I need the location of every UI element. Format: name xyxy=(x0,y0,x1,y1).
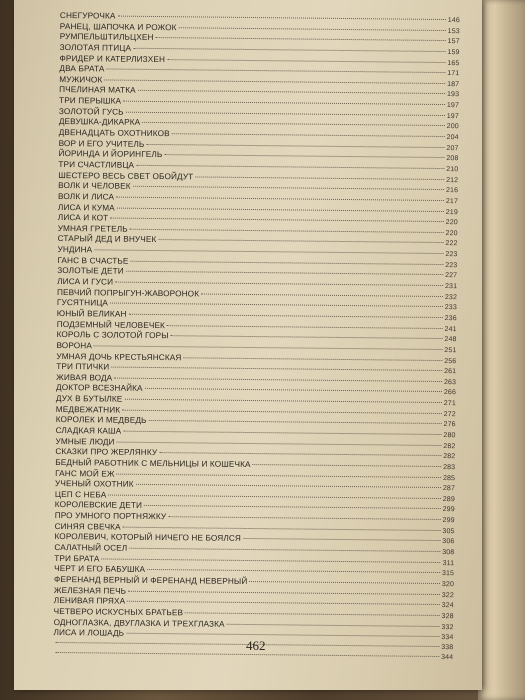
toc-entry-title: ЛИСА И ЛОШАДЬ xyxy=(53,628,125,638)
dot-leader xyxy=(126,271,443,275)
dot-leader xyxy=(167,59,445,63)
dot-leader xyxy=(147,569,440,573)
toc-entry-page: 223 xyxy=(445,261,458,269)
dot-leader xyxy=(179,27,446,31)
toc-entry-page: 282 xyxy=(443,453,456,461)
book-cover-edge xyxy=(478,0,525,700)
dot-leader xyxy=(122,409,441,413)
toc-entry-title: ВОРОНА xyxy=(56,340,93,351)
toc-entry-title: ДЕВУШКА-ДИКАРКА xyxy=(58,117,141,128)
toc-entry-title: ЖЕЛЕЗНАЯ ПЕЧЬ xyxy=(53,585,127,596)
toc-entry-page: 159 xyxy=(447,48,460,57)
toc-entry-title: ПОДЗЕМНЫЙ ЧЕЛОВЕЧЕК xyxy=(56,319,166,330)
toc-entry-page: 283 xyxy=(443,463,456,472)
dot-leader xyxy=(114,377,442,381)
dot-leader xyxy=(249,581,440,584)
toc-entry-title: МУЖИЧОК xyxy=(59,74,103,85)
toc-entry-title: ГАНС МОЙ ЕЖ xyxy=(55,468,115,479)
toc-entry-page: 193 xyxy=(446,91,460,99)
toc-entry-page: 299 xyxy=(442,517,455,525)
toc-entry-page: 285 xyxy=(442,474,456,482)
dot-leader xyxy=(94,249,443,254)
dot-leader xyxy=(185,612,439,616)
dot-leader xyxy=(156,37,446,41)
dot-leader xyxy=(110,218,443,222)
dot-leader xyxy=(131,260,444,264)
toc-entry-title: ЗОЛОТАЯ ПТИЦА xyxy=(59,42,132,53)
toc-entry-page: 328 xyxy=(441,612,454,621)
toc-entry-title: СИНЯЯ СВЕЧКА xyxy=(54,521,121,532)
toc-entry-title: ФРИДЕР И КАТЕРЛИЗХЕН xyxy=(59,53,166,64)
toc-entry-page: 157 xyxy=(447,38,460,46)
toc-entry-page: 261 xyxy=(444,368,457,376)
toc-entry-title: КОРОЛЕК И МЕДВЕДЬ xyxy=(55,415,147,426)
dot-leader xyxy=(126,111,445,115)
toc-entry-page: 315 xyxy=(441,570,455,578)
toc-entry-title: РАНЕЦ, ШАПОЧКА И РОЖОК xyxy=(59,21,177,32)
toc-entry-title: ТРИ ПТИЧКИ xyxy=(56,362,110,372)
toc-entry-page: 272 xyxy=(443,410,456,418)
toc-entry-title: УМНАЯ ГРЕТЕЛЬ xyxy=(57,223,128,234)
page-number: 462 xyxy=(246,638,266,653)
toc-entry-page: 208 xyxy=(446,155,459,163)
toc-entry-title: ШЕСТЕРО ВЕСЬ СВЕТ ОБОЙДУТ xyxy=(58,170,194,182)
dot-leader xyxy=(118,16,446,20)
dot-leader xyxy=(164,154,444,158)
toc-entry-page: 338 xyxy=(441,643,454,651)
toc-entry-title: УНДИНА xyxy=(57,245,93,255)
dot-leader xyxy=(158,239,443,243)
dot-leader xyxy=(133,186,444,190)
dot-leader xyxy=(201,293,443,297)
dot-leader xyxy=(127,601,439,605)
toc-entry-page: 197 xyxy=(446,112,459,120)
dot-leader xyxy=(123,526,441,530)
toc-entry-title: РУМПЕЛЬШТИЛЬЦХЕН xyxy=(59,32,154,43)
dot-leader xyxy=(126,633,439,637)
toc-entry-title: ЛИСА И ГУСИ xyxy=(57,277,114,287)
toc-entry-page: 220 xyxy=(445,219,458,227)
toc-entry-page: 282 xyxy=(443,442,456,450)
dot-leader xyxy=(94,345,442,350)
toc-entry-title: УЧЕНЫЙ ОХОТНИК xyxy=(55,479,134,489)
toc-entry-title: ВОР И ЕГО УЧИТЕЛЬ xyxy=(58,138,145,149)
dot-leader xyxy=(136,484,441,488)
toc-entry-page: 187 xyxy=(447,80,460,89)
toc-entry-page: 200 xyxy=(446,123,459,131)
dot-leader xyxy=(136,165,444,169)
dot-leader xyxy=(159,452,441,456)
dot-leader xyxy=(111,367,442,371)
toc-entry-page: 276 xyxy=(443,421,456,429)
dot-leader xyxy=(133,48,445,52)
toc-entry-page: 212 xyxy=(446,176,459,184)
dot-leader xyxy=(167,325,443,329)
dot-leader xyxy=(116,196,444,200)
toc-entry-page: 231 xyxy=(444,283,458,291)
toc-entry-title: СНЕГУРОЧКА xyxy=(59,11,116,21)
toc-entry-title: ДВА БРАТА xyxy=(59,64,105,74)
toc-entry-page: 197 xyxy=(446,102,460,110)
dot-leader xyxy=(117,207,444,211)
toc-entry-title: ЛИСА И КОТ xyxy=(57,213,109,223)
toc-entry-page: 289 xyxy=(442,495,455,503)
toc-entry-page: 266 xyxy=(443,389,457,397)
toc-entry-title: ПРО УМНОГО ПОРТНЯЖКУ xyxy=(54,511,167,522)
toc-entry-title: СЛАДКАЯ КАША xyxy=(55,425,122,436)
toc-entry-page: 334 xyxy=(441,634,454,642)
dot-leader xyxy=(144,505,441,509)
toc-entry-title: ВОЛК И ЛИСА xyxy=(58,191,115,202)
toc-entry-page: 233 xyxy=(444,304,457,312)
dot-leader xyxy=(227,623,440,626)
toc-entry-page: 232 xyxy=(444,293,458,301)
toc-entry-title: ЮНЫЙ ВЕЛИКАН xyxy=(56,308,127,319)
dot-leader xyxy=(253,464,441,467)
dot-leader xyxy=(146,144,444,148)
toc-entry-page: 236 xyxy=(444,314,457,323)
toc-entry-title: ОДНОГЛАЗКА, ДВУГЛАЗКА И ТРЕХГЛАЗКА xyxy=(53,617,225,629)
toc-entry-page: 271 xyxy=(443,400,456,408)
dot-leader xyxy=(195,176,444,180)
toc-entry-page: 220 xyxy=(445,229,458,237)
toc-entry-page: 227 xyxy=(445,272,458,280)
book-page xyxy=(14,0,482,690)
toc-entry-page: 332 xyxy=(441,623,454,631)
toc-entry-title: ТРИ БРАТА xyxy=(54,553,100,564)
dot-leader xyxy=(104,79,445,84)
toc-entry-title: САЛАТНЫЙ ОСЕЛ xyxy=(54,543,128,553)
dot-leader xyxy=(129,548,440,552)
toc-entry-page: 320 xyxy=(441,580,455,589)
dot-leader xyxy=(168,516,440,520)
dot-leader xyxy=(108,494,440,498)
toc-entry-page: 171 xyxy=(447,70,460,78)
dot-leader xyxy=(149,420,442,424)
toc-entry-page: 241 xyxy=(444,325,457,333)
toc-entry-title: ДОКТОР ВСЕЗНАЙКА xyxy=(56,383,143,394)
toc-entry-page: 308 xyxy=(442,549,455,557)
toc-entry-page: 322 xyxy=(441,591,454,599)
dot-leader xyxy=(123,101,445,105)
toc-entry-page: 305 xyxy=(442,527,455,535)
toc-entry-page: 207 xyxy=(446,144,459,152)
toc-entry-page: 223 xyxy=(445,251,458,259)
toc-entry-page: 287 xyxy=(442,485,456,493)
dot-leader xyxy=(128,590,440,594)
toc-entry-page: 344 xyxy=(441,654,454,662)
toc-entry-title: УМНЫЕ ЛЮДИ xyxy=(55,436,115,447)
toc-entry-page: 251 xyxy=(444,346,457,355)
dot-leader xyxy=(110,303,443,307)
toc-entry-title: БЕДНЫЙ РАБОТНИК С МЕЛЬНИЦЫ И КОШЕЧКА xyxy=(55,457,251,469)
toc-entry-title: ВОЛК И ЧЕЛОВЕК xyxy=(58,181,131,191)
dot-leader xyxy=(102,558,441,563)
toc-entry-title: СКАЗКИ ПРО ЖЕРЛЯНКУ xyxy=(55,447,158,458)
dot-leader xyxy=(138,90,445,94)
toc-entry-title: ГАНС В СЧАСТЬЕ xyxy=(57,255,129,266)
toc-entry-page: 165 xyxy=(447,59,460,67)
table-of-contents xyxy=(53,11,460,664)
toc-entry-title: ЦЕП С НЕБА xyxy=(54,489,107,500)
dot-leader xyxy=(107,69,446,74)
dot-leader xyxy=(171,335,443,339)
toc-entry-title: ЗОЛОТЫЕ ДЕТИ xyxy=(57,266,124,277)
toc-entry-title: ЛЕНИВАЯ ПРЯХА xyxy=(53,596,126,606)
dot-leader xyxy=(183,357,442,361)
toc-entry-page: 204 xyxy=(446,134,459,142)
toc-entry-title: ЖИВАЯ ВОДА xyxy=(56,372,113,383)
toc-entry-page: 248 xyxy=(444,336,457,344)
toc-entry-title: ЧЕТВЕРО ИСКУСНЫХ БРАТЬЕВ xyxy=(53,606,184,618)
dot-leader xyxy=(115,282,443,286)
toc-entry-title: ФЕРЕНАНД ВЕРНЫЙ И ФЕРЕНАНД НЕВЕРНЫЙ xyxy=(54,574,248,586)
toc-entry-page: 217 xyxy=(445,197,459,206)
toc-entry-title: ЙОРИНДА И ЙОРИНГЕЛЬ xyxy=(58,149,163,160)
toc-entry-title: МЕДВЕЖАТНИК xyxy=(55,404,121,415)
dot-leader xyxy=(243,538,440,541)
dot-leader xyxy=(142,122,444,126)
toc-entry-page: 219 xyxy=(445,208,458,216)
dot-leader xyxy=(124,399,441,403)
toc-entry-page: 311 xyxy=(442,559,455,567)
toc-entry-title: ЗОЛОТОЙ ГУСЬ xyxy=(58,106,124,117)
toc-entry-page: 222 xyxy=(445,240,458,248)
toc-entry-title: СТАРЫЙ ДЕД И ВНУЧЕК xyxy=(57,234,157,245)
toc-entry-page: 324 xyxy=(441,602,454,610)
toc-entry-page: 306 xyxy=(442,538,455,546)
dot-leader xyxy=(117,441,442,445)
dot-leader xyxy=(123,431,441,435)
toc-entry-title: ДВЕНАДЦАТЬ ОХОТНИКОВ xyxy=(58,128,170,139)
toc-entry-page: 256 xyxy=(444,357,457,365)
dot-leader xyxy=(145,388,442,392)
toc-entry-title: ЛИСА И КУМА xyxy=(57,202,115,213)
toc-entry-title: ДУХ В БУТЫЛКЕ xyxy=(55,394,123,404)
dot-leader xyxy=(130,229,444,233)
toc-entry-page: 153 xyxy=(447,27,460,35)
toc-entry-title: УМНАЯ ДОЧЬ КРЕСТЬЯНСКАЯ xyxy=(56,351,182,362)
toc-entry-title: КОРОЛЕВИЧ, КОТОРЫЙ НИЧЕГО НЕ БОЯЛСЯ xyxy=(54,532,242,544)
toc-entry-page: 216 xyxy=(445,187,459,195)
toc-entry-title: ГУСЯТНИЦА xyxy=(56,298,109,308)
toc-entry-title: ТРИ ПЕРЫШКА xyxy=(59,96,122,106)
toc-entry-page: 280 xyxy=(443,432,456,440)
toc-entry-page: 146 xyxy=(447,17,460,25)
toc-entry-title: ПЧЕЛИНАЯ МАТКА xyxy=(59,85,136,96)
dot-leader xyxy=(117,473,441,477)
toc-entry-title: ПЕВЧИЙ ПОПРЫГУН-ЖАВОРОНОК xyxy=(57,287,200,299)
toc-entry-title: КОРОЛЬ С ЗОЛОТОЙ ГОРЫ xyxy=(56,330,169,341)
toc-entry-title: КОРОЛЕВСКИЕ ДЕТИ xyxy=(54,500,143,511)
toc-entry-title: ТРИ СЧАСТЛИВЦА xyxy=(58,159,135,170)
toc-entry-page: 299 xyxy=(442,506,455,514)
dot-leader xyxy=(129,314,443,318)
toc-entry-page: 210 xyxy=(446,166,459,174)
toc-entry-title: ЧЕРТ И ЕГО БАБУШКА xyxy=(54,564,146,575)
dot-leader xyxy=(172,133,445,137)
toc-entry-page: 263 xyxy=(443,378,457,386)
